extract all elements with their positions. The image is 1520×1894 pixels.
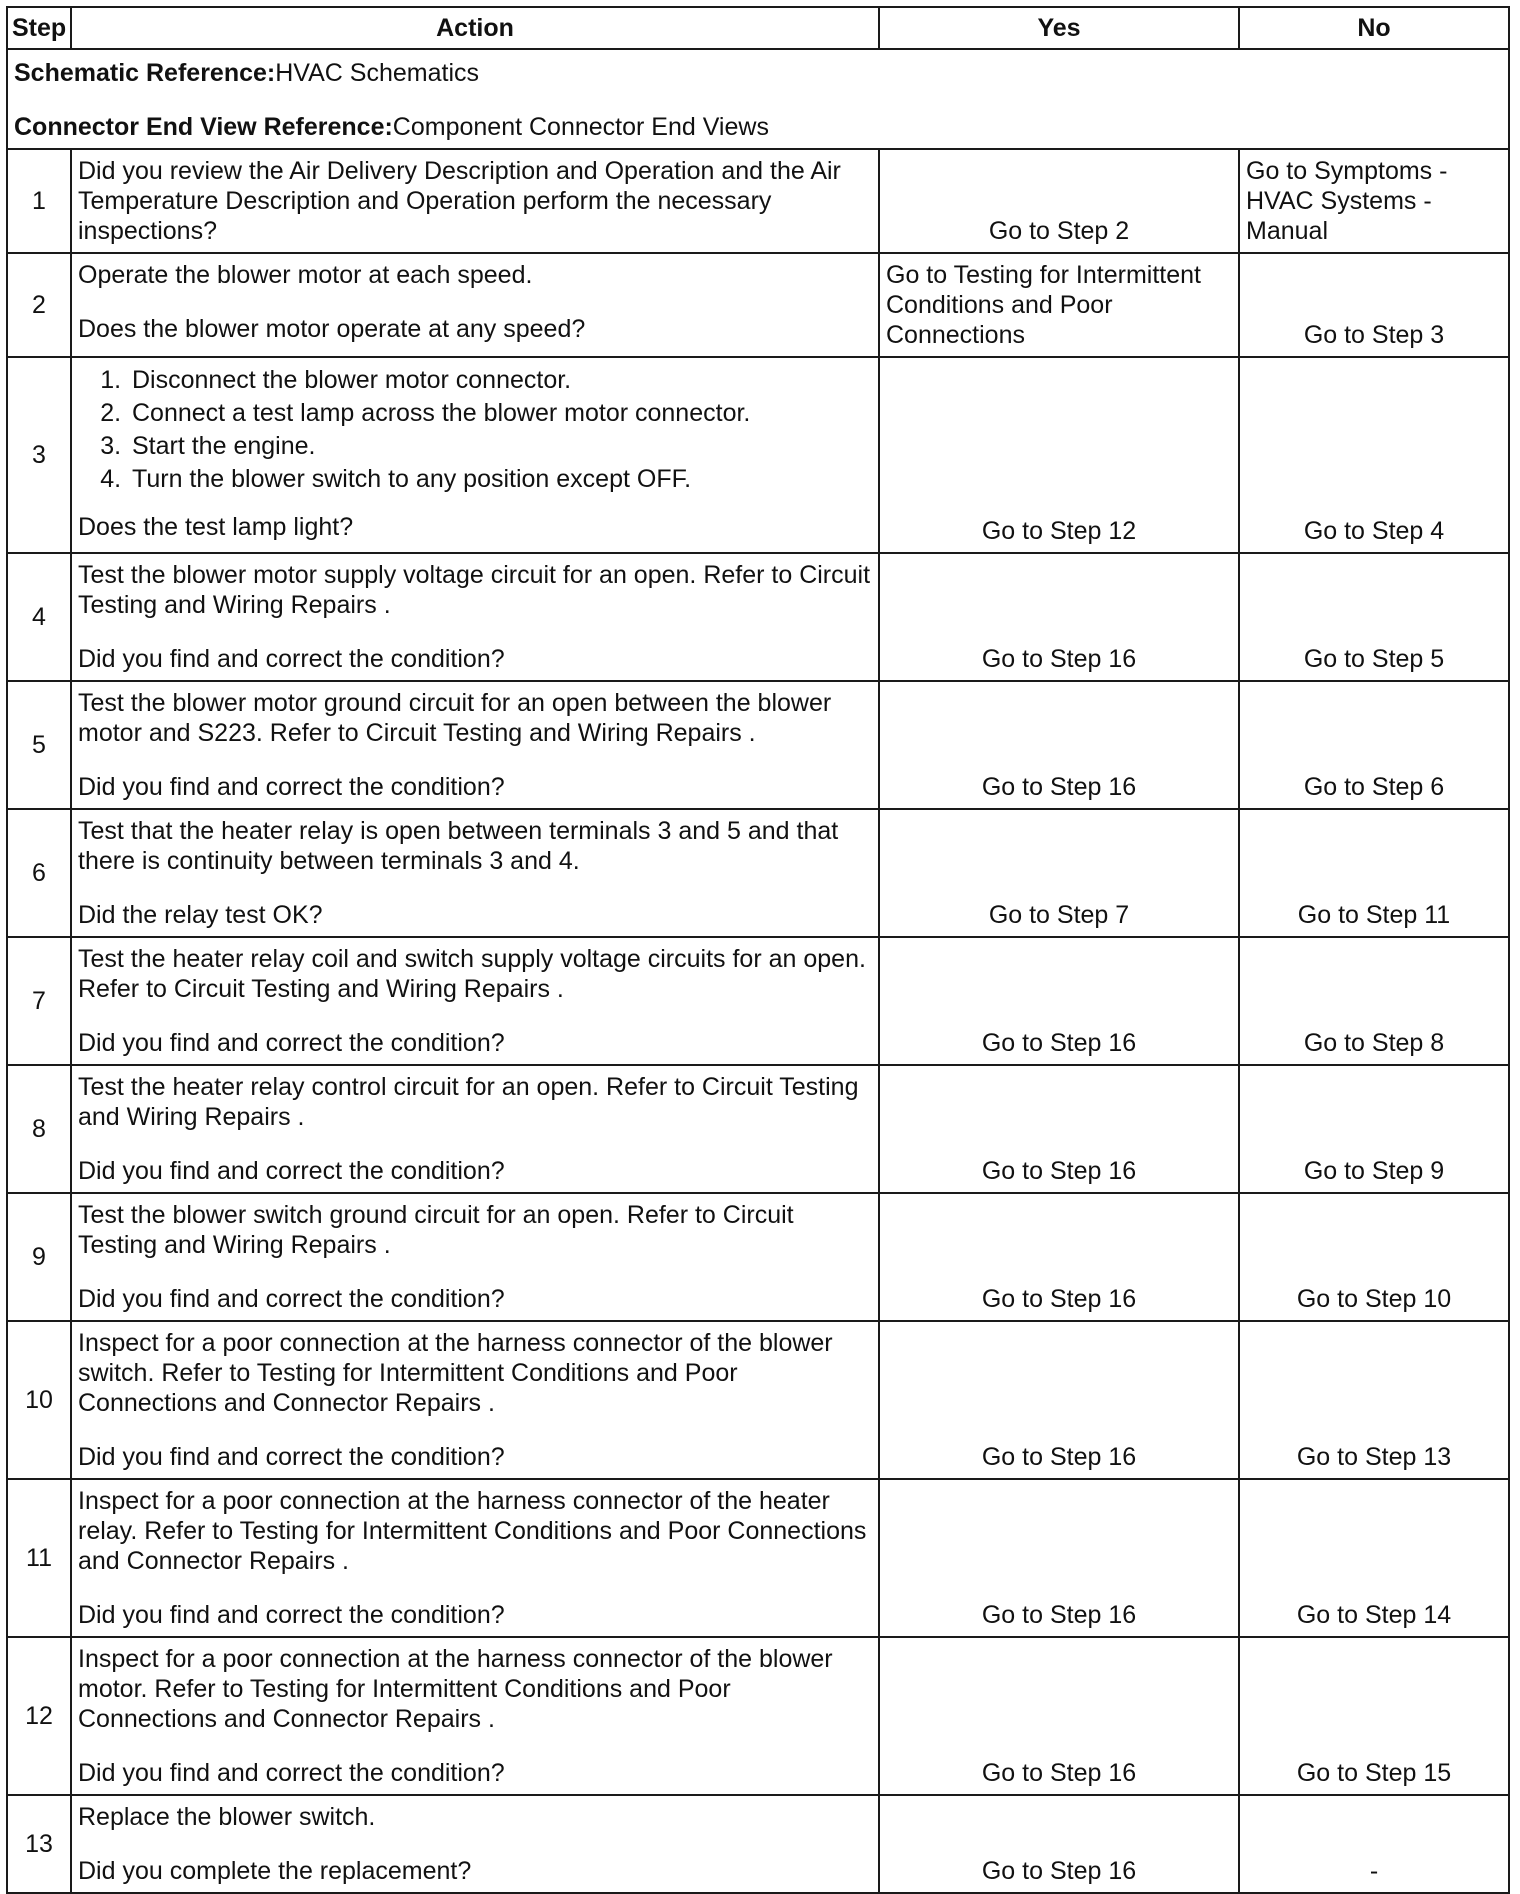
action-question: Did you find and correct the condition? (78, 1029, 505, 1057)
action-cell (71, 357, 879, 553)
action-question: Did the relay test OK? (78, 901, 323, 929)
table-row (7, 1479, 1509, 1637)
no-column-header: No (1239, 7, 1509, 49)
table-row (7, 253, 1509, 357)
connector-reference-label: Connector End View Reference: (14, 113, 393, 141)
action-question: Did you find and correct the condition? (78, 1601, 505, 1629)
step-column-header: Step (7, 7, 71, 49)
action-text: Test the heater relay control circuit for an open. Refer to Circuit Testing and Wiring Repairs . (78, 1073, 859, 1131)
action-question: Did you find and correct the condition? (78, 645, 505, 673)
step-number: 3 (7, 357, 71, 553)
table-row (7, 357, 1509, 553)
action-cell (71, 937, 879, 1065)
no-result: - (1239, 1795, 1509, 1893)
action-list-item: 2. Connect a test lamp across the blower motor connector. (128, 397, 872, 430)
no-result: Go to Step 11 (1239, 809, 1509, 937)
action-text: Replace the blower switch. (78, 1803, 376, 1831)
action-text: Did you review the Air Delivery Description and Operation and the Air Temperature Description and Operation perform the necessary inspections? (78, 157, 841, 245)
no-result: Go to Step 5 (1239, 553, 1509, 681)
action-question: Does the test lamp light? (78, 513, 354, 541)
table-row (7, 1321, 1509, 1479)
action-cell (71, 149, 879, 253)
yes-result: Go to Testing for Intermittent Conditions and Poor Connections (879, 253, 1239, 357)
table-row (7, 149, 1509, 253)
step-number: 11 (7, 1479, 71, 1637)
action-text: Inspect for a poor connection at the harness connector of the blower motor. Refer to Testing for Intermittent Conditions and Poor Connections and Connector Repairs . (78, 1645, 833, 1733)
yes-result: Go to Step 2 (879, 149, 1239, 253)
schematic-reference-label: Schematic Reference: (14, 59, 276, 87)
action-cell (71, 253, 879, 357)
table-row (7, 1795, 1509, 1893)
no-result: Go to Symptoms - HVAC Systems - Manual (1239, 149, 1509, 253)
table-row (7, 681, 1509, 809)
action-question: Did you find and correct the condition? (78, 773, 505, 801)
action-question: Did you find and correct the condition? (78, 1157, 505, 1185)
table-row (7, 1193, 1509, 1321)
table-body (7, 49, 1509, 1893)
action-text: Test the blower switch ground circuit for an open. Refer to Circuit Testing and Wiring Repairs . (78, 1201, 794, 1259)
action-column-header: Action (71, 7, 879, 49)
table-row (7, 553, 1509, 681)
action-text: Test that the heater relay is open between terminals 3 and 5 and that there is continuity between terminals 3 and 4. (78, 817, 839, 875)
step-number: 12 (7, 1637, 71, 1795)
action-question: Did you find and correct the condition? (78, 1443, 505, 1471)
action-text: Test the blower motor ground circuit for an open between the blower motor and S223. Refer to Circuit Testing and Wiring Repairs . (78, 689, 832, 747)
action-cell (71, 1479, 879, 1637)
step-number: 5 (7, 681, 71, 809)
step-number: 7 (7, 937, 71, 1065)
action-text: Inspect for a poor connection at the harness connector of the blower switch. Refer to Testing for Intermittent Conditions and Poor Connections and Connector Repairs . (78, 1329, 833, 1417)
yes-result: Go to Step 16 (879, 1795, 1239, 1893)
table-row (7, 1637, 1509, 1795)
no-result: Go to Step 3 (1239, 253, 1509, 357)
yes-result: Go to Step 12 (879, 357, 1239, 553)
yes-column-header: Yes (879, 7, 1239, 49)
action-text: Operate the blower motor at each speed. (78, 261, 533, 289)
action-question: Did you find and correct the condition? (78, 1285, 505, 1313)
action-cell (71, 1795, 879, 1893)
step-number: 4 (7, 553, 71, 681)
action-cell (71, 1193, 879, 1321)
action-cell (71, 681, 879, 809)
step-number: 9 (7, 1193, 71, 1321)
no-result: Go to Step 9 (1239, 1065, 1509, 1193)
diagnostic-table (6, 6, 1510, 1894)
no-result: Go to Step 6 (1239, 681, 1509, 809)
yes-result: Go to Step 16 (879, 681, 1239, 809)
yes-result: Go to Step 16 (879, 1637, 1239, 1795)
yes-result: Go to Step 16 (879, 1321, 1239, 1479)
action-question: Does the blower motor operate at any speed? (78, 315, 586, 343)
action-text: Inspect for a poor connection at the harness connector of the heater relay. Refer to Testing for Intermittent Conditions and Poor Connections and Connector Repairs . (78, 1487, 867, 1575)
step-number: 10 (7, 1321, 71, 1479)
table-header-row (7, 7, 1509, 49)
step-number: 6 (7, 809, 71, 937)
no-result: Go to Step 14 (1239, 1479, 1509, 1637)
yes-result: Go to Step 16 (879, 553, 1239, 681)
connector-reference (14, 112, 1502, 142)
yes-result: Go to Step 16 (879, 1479, 1239, 1637)
yes-result: Go to Step 16 (879, 1065, 1239, 1193)
action-steps-list (78, 364, 872, 496)
table-row (7, 1065, 1509, 1193)
no-result: Go to Step 10 (1239, 1193, 1509, 1321)
step-number: 13 (7, 1795, 71, 1893)
no-result: Go to Step 15 (1239, 1637, 1509, 1795)
action-cell (71, 809, 879, 937)
table-row (7, 809, 1509, 937)
action-cell (71, 1065, 879, 1193)
action-cell (71, 553, 879, 681)
action-list-item: 3. Start the engine. (128, 430, 872, 463)
yes-result: Go to Step 7 (879, 809, 1239, 937)
no-result: Go to Step 13 (1239, 1321, 1509, 1479)
action-list-item: 1. Disconnect the blower motor connector. (128, 364, 872, 397)
step-number: 8 (7, 1065, 71, 1193)
schematic-reference (14, 58, 1502, 88)
connector-reference-value: Component Connector End Views (392, 113, 769, 141)
action-list-item: 4. Turn the blower switch to any position except OFF. (128, 463, 872, 496)
table-row (7, 937, 1509, 1065)
reference-row (7, 49, 1509, 149)
reference-cell (7, 49, 1509, 149)
action-cell (71, 1637, 879, 1795)
action-question: Did you find and correct the condition? (78, 1759, 505, 1787)
step-number: 2 (7, 253, 71, 357)
yes-result: Go to Step 16 (879, 937, 1239, 1065)
action-text: Test the blower motor supply voltage circuit for an open. Refer to Circuit Testing and Wiring Repairs . (78, 561, 871, 619)
action-question: Did you complete the replacement? (78, 1857, 472, 1885)
no-result: Go to Step 8 (1239, 937, 1509, 1065)
step-number: 1 (7, 149, 71, 253)
no-result: Go to Step 4 (1239, 357, 1509, 553)
action-text: Test the heater relay coil and switch supply voltage circuits for an open. Refer to Circuit Testing and Wiring Repairs . (78, 945, 866, 1003)
yes-result: Go to Step 16 (879, 1193, 1239, 1321)
action-cell (71, 1321, 879, 1479)
schematic-reference-value: HVAC Schematics (275, 59, 479, 87)
